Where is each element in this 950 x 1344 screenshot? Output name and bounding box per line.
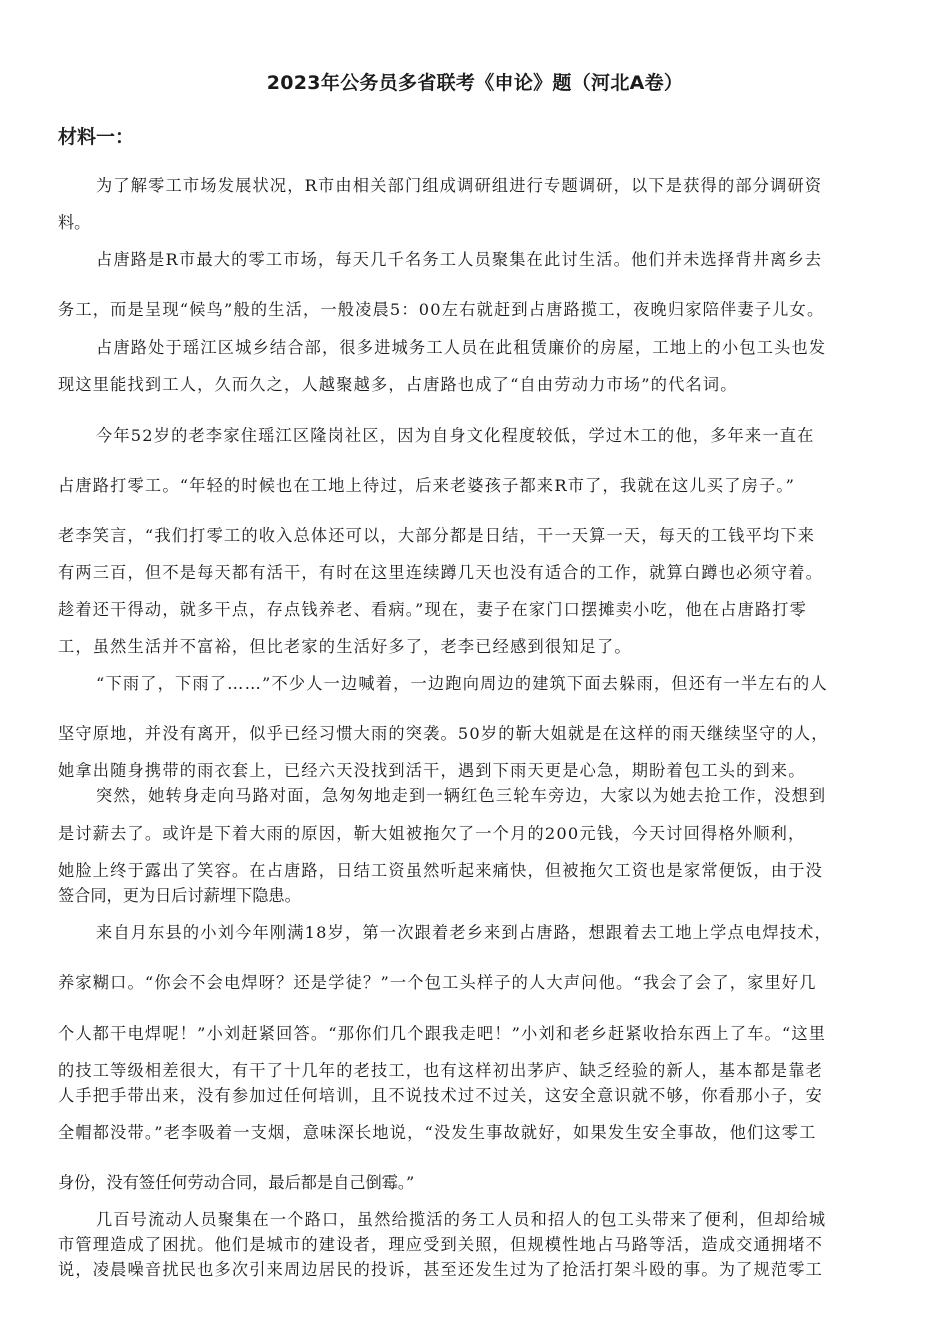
paragraph-line: 来自月东县的小刘今年刚满18岁，第一次跟着老乡来到占唐路，想跟着去工地上学点电焊技术， [96,923,832,942]
section-heading: 材料一： [58,126,135,148]
paragraph-line: 占唐路是R市最大的零工市场，每天几千名务工人员聚集在此讨生活。他们并未选择背井离乡去 [96,250,823,269]
paragraph-line: 占唐路打零工。“年轻的时候也在工地上待过，后来老婆孩子都来R市了，我就在这儿买了房子。” [58,476,796,495]
paragraph-line: 是讨薪去了。或许是下着大雨的原因，靳大姐被拖欠了一个月的200元钱，今天讨回得格外顺利， [58,824,806,843]
paragraph-line: 养家糊口。“你会不会电焊呀？还是学徒？”一个包工头样子的人大声问他。“我会了会了，家里好几 [58,973,817,992]
paragraph-line: 有两三百，但不是每天都有活干，有时在这里连续蹲几天也没有适合的工作，就算白蹲也必须守着。 [58,563,824,582]
paragraph-line: 坚守原地，并没有离开，似乎已经习惯大雨的突袭。50岁的靳大姐就是在这样的雨天继续坚守的人， [58,724,829,743]
paragraph-line: 料。 [58,213,91,232]
paragraph-line: 签合同，更为日后讨薪埋下隐患。 [58,886,301,905]
paragraph-line: 几百号流动人员聚集在一个路口，虽然给揽活的务工人员和招人的包工头带来了便利，但却给城 [96,1210,827,1229]
paragraph-line: 老李笑言，“我们打零工的收入总体还可以，大部分都是日结，干一天算一天，每天的工钱平均下来 [58,526,816,545]
paragraph-line: 市管理造成了困扰。他们是城市的建设者，理应受到关照，但规模性地占马路等活，造成交通拥堵不 [58,1235,824,1254]
paragraph-line: 工，虽然生活并不富裕，但比老家的生活好多了，老李已经感到很知足了。 [58,637,632,656]
paragraph-line: 人手把手带出来，没有参加过任何培训，且不说技术过不过关，这安全意识就不够，你看那小子，安 [58,1086,824,1105]
paragraph-line: 的技工等级相差很大，有干了十几年的老技工，也有这样初出茅庐、缺乏经验的新人，基本都是靠老 [58,1061,824,1080]
paragraph-line: 说，凌晨噪音扰民也多次引来周边居民的投诉，甚至还发生过为了抢活打架斗殴的事。为了规范零工 [58,1260,824,1279]
paragraph-line: 突然，她转身走向马路对面，急匆匆地走到一辆红色三轮车旁边，大家以为她去抢工作，没想到 [96,786,827,805]
paragraph-line: 她拿出随身携带的雨衣套上，已经六天没找到活干，遇到下雨天更是心急，期盼着包工头的到来。 [58,761,806,780]
paragraph-line: 现这里能找到工人，久而久之，人越聚越多，占唐路也成了“自由劳动力市场”的代名词。 [58,375,738,394]
paragraph-line: 占唐路处于瑶江区城乡结合部，很多进城务工人员在此租赁廉价的房屋，工地上的小包工头也发 [96,338,827,357]
paragraph-line: 务工，而是呈现“候鸟”般的生活，一般凌晨5：00左右就赶到占唐路揽工，夜晚归家陪伴妻子儿女。 [58,300,825,319]
paragraph-line: 趁着还干得动，就多干点，存点钱养老、看病。”现在，妻子在家门口摆摊卖小吃，他在占唐路打零 [58,600,808,619]
paragraph-line: 身份，没有签任何劳动合同，最后都是自己倒霉。” [58,1173,415,1192]
paragraph-line: 她脸上终于露出了笑容。在占唐路，日结工资虽然听起来痛快，但被拖欠工资也是家常便饭，由于没 [58,861,824,880]
paragraph-line: “下雨了，下雨了……”不少人一边喊着，一边跑向周边的建筑下面去躲雨，但还有一半左右的人 [96,674,828,693]
paragraph-line: 个人都干电焊呢！”小刘赶紧回答。“那你们几个跟我走吧！”小刘和老乡赶紧收拾东西上了车。“这里 [58,1024,827,1043]
paragraph-line: 全帽都没带。”老李吸着一支烟，意味深长地说，“没发生事故就好，如果发生安全事故，他们这零工 [58,1123,817,1142]
paragraph-line: 今年52岁的老李家住瑶江区隆岗社区，因为自身文化程度较低，学过木工的他，多年来一直在 [96,426,815,445]
document-title: 2023年公务员多省联考《申论》题（河北A卷） [266,72,684,94]
paragraph-line: 为了解零工市场发展状况，R市由相关部门组成调研组进行专题调研，以下是获得的部分调研资 [96,176,823,195]
